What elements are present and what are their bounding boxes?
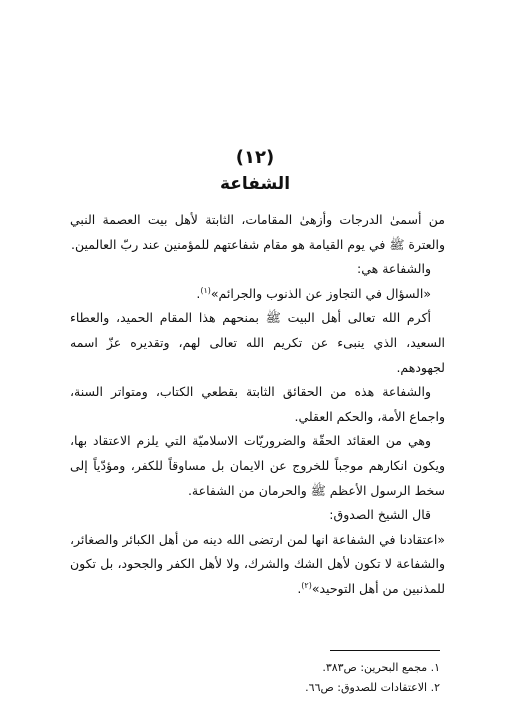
footnote-marker-2[interactable]: (٢) xyxy=(301,580,312,590)
paragraph-doctrine: وهي من العقائد الحقّة والضروريّات الاسلاميّة التي يلزم الاعتقاد بها، ويكون انكارهم موجباً للخروج عن الايمان بل مساوقاً للكفر، ومؤدّياً إلى سخط الرسول الأعظم ﷺ والحرمان من الشفاعة. xyxy=(70,433,445,498)
definition-quote-text: «السؤال في التجاوز عن الذنوب والجرائم» xyxy=(210,285,431,301)
saduq-quote-text: «اعتقادنا في الشفاعة انها لمن ارتضى الله دينه من أهل الكبائر والصغائر، والشفاعة لا تكون لأهل الشك والشرك، ولا لأهل الكفر والجحود، بل تكون للمذنبين من أهل التوحيد» xyxy=(70,531,445,596)
chapter-body xyxy=(70,208,445,602)
paragraph-saduq-quote: «اعتقادنا في الشفاعة انها لمن ارتضى الله دينه من أهل الكبائر والصغائر، والشفاعة لا تكون لأهل الشك والشرك، ولا لأهل الكفر والجحود، بل تكون للمذنبين من أهل التوحيد»$^{(٢)}$. xyxy=(70,531,445,596)
paragraph-saduq-lead: قال الشيخ الصدوق: xyxy=(329,507,431,523)
footnote-divider xyxy=(330,650,440,651)
paragraph-honor: أكرم الله تعالى أهل البيت ﷺ بمنحهم هذا المقام الحميد، والعطاء السعيد، الذي ينبىء عن تكريم الله تعالى لهم، وتقديره عزّ اسمه لجهودهم. xyxy=(70,310,445,375)
footnote-1: ١. مجمع البحرين: ص٣٨٣. xyxy=(322,661,440,674)
footnote-2: ٢. الاعتقادات للصدوق: ص٦٦. xyxy=(305,681,440,694)
chapter-number: (١٢) xyxy=(235,147,275,168)
footnote-marker-1[interactable]: (١) xyxy=(200,285,211,295)
footnotes xyxy=(65,658,440,698)
paragraph-evidence: والشفاعة هذه من الحقائق الثابتة بقطعي الكتاب، ومتواتر السنة، واجماع الأمة، والحكم العقلي. xyxy=(70,384,445,424)
paragraph-definition-lead: والشفاعة هي: xyxy=(357,261,431,277)
paragraph-definition-quote: «السؤال في التجاوز عن الذنوب والجرائم»$^{(١)}$. xyxy=(196,285,431,301)
paragraph-intro: من أسمىٰ الدرجات وأزهىٰ المقامات، الثابتة لأهل بيت العصمة النبي والعترة ﷺ في يوم القيامة هو مقام شفاعتهم للمؤمنين عند ربّ العالمين. xyxy=(70,212,445,252)
chapter-heading xyxy=(0,146,510,196)
chapter-title: الشفاعة xyxy=(219,174,291,194)
